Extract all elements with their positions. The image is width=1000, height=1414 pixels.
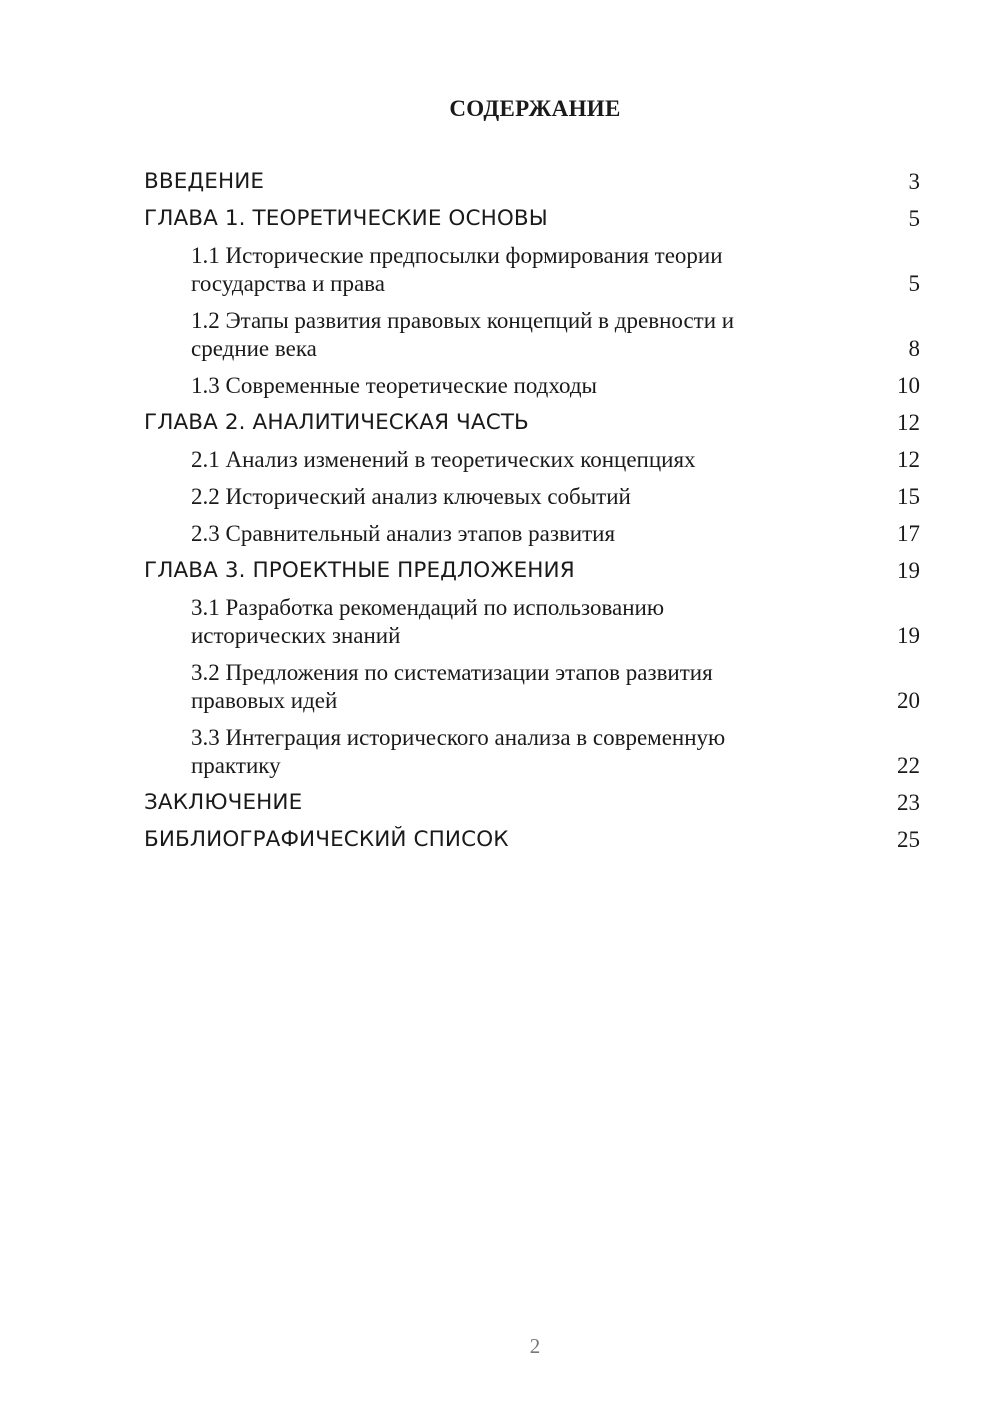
toc-entry-introduction[interactable] xyxy=(144,168,920,196)
toc-entry-bibliography[interactable] xyxy=(144,826,920,854)
toc-entry-label: ГЛАВА 2. АНАЛИТИЧЕСКАЯ ЧАСТЬ xyxy=(144,410,529,435)
toc-entry-chapter-3[interactable] xyxy=(144,557,920,585)
toc-entry-label: ЗАКЛЮЧЕНИЕ xyxy=(144,790,303,815)
toc-entry-label: 1.2 Этапы развития правовых концепций в древности и средние века xyxy=(191,308,735,361)
toc-entry-page: 12 xyxy=(897,410,920,435)
toc-entry-page: 25 xyxy=(897,827,920,852)
toc-entry-page: 20 xyxy=(897,688,920,713)
toc-entry-page: 3 xyxy=(908,169,920,194)
toc-entry-page: 22 xyxy=(897,753,920,778)
toc-entry-section-1-1[interactable] xyxy=(144,242,920,298)
toc-entry-page: 23 xyxy=(897,790,920,815)
toc-entry-label: 3.3 Интеграция исторического анализа в современную практику xyxy=(191,725,726,778)
toc-list xyxy=(144,168,920,863)
toc-entry-label: 1.1 Исторические предпосылки формирования теории государства и права xyxy=(191,243,723,296)
toc-entry-label: 2.1 Анализ изменений в теоретических концепциях xyxy=(191,447,696,472)
toc-entry-page: 10 xyxy=(897,373,920,398)
toc-entry-section-3-3[interactable] xyxy=(144,724,920,780)
toc-entry-label: 1.3 Современные теоретические подходы xyxy=(191,373,597,398)
toc-entry-label: ГЛАВА 1. ТЕОРЕТИЧЕСКИЕ ОСНОВЫ xyxy=(144,206,548,231)
toc-entry-page: 17 xyxy=(897,521,920,546)
page-number: 2 xyxy=(529,1334,541,1358)
toc-entry-page: 12 xyxy=(897,447,920,472)
toc-entry-section-1-2[interactable] xyxy=(144,307,920,363)
toc-entry-page: 5 xyxy=(908,271,920,296)
toc-entry-page: 8 xyxy=(908,336,920,361)
toc-entry-label: 2.2 Исторический анализ ключевых событий xyxy=(191,484,631,509)
toc-entry-page: 15 xyxy=(897,484,920,509)
toc-entry-chapter-1[interactable] xyxy=(144,205,920,233)
toc-entry-section-1-3[interactable] xyxy=(144,372,920,400)
toc-entry-section-3-2[interactable] xyxy=(144,659,920,715)
toc-entry-conclusion[interactable] xyxy=(144,789,920,817)
toc-entry-label: 2.3 Сравнительный анализ этапов развития xyxy=(191,521,616,546)
toc-entry-page: 19 xyxy=(897,623,920,648)
toc-entry-section-2-3[interactable] xyxy=(144,520,920,548)
toc-entry-label: БИБЛИОГРАФИЧЕСКИЙ СПИСОК xyxy=(144,827,509,852)
toc-entry-page: 5 xyxy=(908,206,920,231)
toc-entry-label: 3.1 Разработка рекомендаций по использованию исторических знаний xyxy=(191,595,665,648)
toc-entry-section-2-1[interactable] xyxy=(144,446,920,474)
toc-entry-label: 3.2 Предложения по систематизации этапов развития правовых идей xyxy=(191,660,713,713)
toc-entry-chapter-2[interactable] xyxy=(144,409,920,437)
toc-entry-label: ГЛАВА 3. ПРОЕКТНЫЕ ПРЕДЛОЖЕНИЯ xyxy=(144,558,575,583)
toc-entry-label: ВВЕДЕНИЕ xyxy=(144,169,265,194)
toc-entry-section-3-1[interactable] xyxy=(144,594,920,650)
toc-title: СОДЕРЖАНИЕ xyxy=(449,96,621,121)
toc-entry-section-2-2[interactable] xyxy=(144,483,920,511)
toc-entry-page: 19 xyxy=(897,558,920,583)
